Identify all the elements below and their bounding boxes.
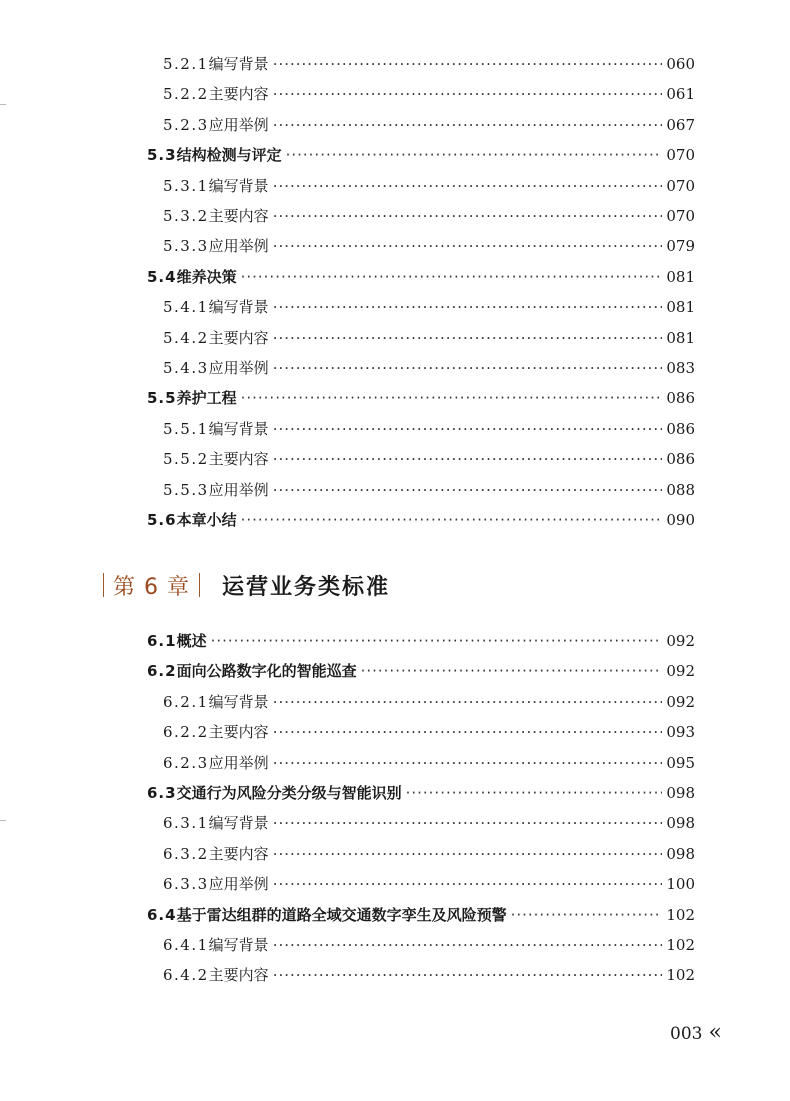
toc-entry[interactable] (163, 326, 695, 350)
toc-entry-title: 编写背景 (208, 936, 269, 954)
toc-entry[interactable] (147, 629, 695, 653)
toc-leader-dots (273, 356, 663, 380)
toc-entry-number: 5.5.3 (163, 480, 209, 499)
toc-entry[interactable] (163, 174, 695, 198)
toc-entry-title: 结构检测与评定 (176, 146, 282, 165)
toc-entry[interactable] (163, 417, 695, 441)
toc-entry[interactable] (163, 356, 695, 380)
toc-entry-title: 交通行为风险分类分级与智能识别 (176, 784, 402, 802)
toc-entry-number: 6.4.2 (163, 966, 209, 985)
toc-entry-number: 6.1 (147, 632, 177, 650)
margin-mark (0, 820, 6, 821)
toc-entry-title: 应用举例 (208, 480, 269, 499)
toc-entry-title: 应用举例 (208, 875, 269, 894)
toc-entry[interactable] (163, 933, 695, 957)
toc-leader-dots (273, 811, 663, 835)
toc-entry[interactable] (147, 265, 695, 289)
toc-entry-page: 088 (666, 480, 695, 499)
toc-entry[interactable] (163, 204, 695, 228)
toc-leader-dots (273, 234, 663, 258)
toc-entry-number: 6.2.1 (163, 692, 209, 711)
toc-entry-page: 061 (666, 85, 695, 104)
toc-entry-page: 081 (666, 267, 695, 286)
toc-entry-page: 070 (666, 207, 695, 225)
toc-leader-dots (406, 781, 663, 805)
toc-entry[interactable] (147, 508, 695, 532)
toc-leader-dots (286, 143, 663, 167)
toc-entry[interactable] (163, 478, 695, 502)
toc-entry-page: 086 (666, 419, 695, 438)
toc-entry-number: 6.3 (147, 784, 177, 802)
chapter-heading (103, 568, 390, 602)
toc-entry[interactable] (163, 720, 695, 744)
toc-entry-title: 编写背景 (208, 55, 269, 73)
toc-leader-dots (273, 963, 663, 987)
toc-entry-number: 5.3.3 (163, 237, 209, 256)
toc-entry-page: 098 (666, 784, 695, 802)
toc-leader-dots (361, 659, 663, 683)
toc-leader-dots (273, 174, 663, 198)
toc-leader-dots (273, 326, 663, 350)
toc-entry-page: 092 (666, 632, 695, 650)
toc-entry-page: 093 (666, 723, 695, 742)
toc-entry-page: 067 (666, 115, 695, 134)
toc-leader-dots (511, 903, 663, 927)
toc-entry-title: 养护工程 (176, 389, 237, 408)
toc-leader-dots (273, 82, 663, 106)
toc-entry-number: 5.4 (147, 267, 177, 286)
toc-entry[interactable] (163, 52, 695, 76)
toc-entry[interactable] (147, 386, 695, 410)
toc-entry-page: 102 (666, 905, 695, 924)
toc-entry-number: 5.4.3 (163, 359, 209, 377)
toc-entry-page: 090 (666, 511, 695, 529)
toc-entry-number: 5.5.1 (163, 419, 209, 438)
toc-entry-page: 095 (666, 753, 695, 772)
toc-entry-page: 070 (666, 146, 695, 165)
toc-entry-number: 6.4 (147, 905, 177, 924)
toc-entry-page: 081 (666, 298, 695, 317)
toc-entry-title: 主要内容 (208, 844, 269, 863)
toc-entry-number: 5.3.2 (163, 207, 209, 225)
toc-entry-number: 5.3 (147, 146, 177, 165)
toc-entry-number: 6.2 (147, 662, 177, 681)
toc-entry-page: 083 (666, 359, 695, 377)
toc-entry-number: 5.6 (147, 511, 177, 529)
toc-entry-page: 098 (666, 844, 695, 863)
chapter-label: 第 6 章 (113, 574, 190, 600)
toc-entry-title: 编写背景 (208, 814, 269, 833)
toc-entry[interactable] (163, 811, 695, 835)
toc-leader-dots (273, 417, 663, 441)
toc-entry-page: 098 (666, 814, 695, 833)
toc-leader-dots (211, 629, 663, 653)
toc-leader-dots (273, 872, 663, 896)
toc-leader-dots (273, 447, 663, 471)
toc-entry[interactable] (147, 143, 695, 167)
toc-entry-title: 概述 (176, 632, 207, 650)
toc-entry-number: 6.3.2 (163, 844, 209, 863)
toc-leader-dots (273, 204, 663, 228)
toc-entry-number: 5.5 (147, 389, 177, 408)
toc-entry[interactable] (147, 659, 695, 683)
toc-entry-title: 主要内容 (208, 723, 269, 742)
toc-entry-title: 主要内容 (208, 328, 269, 347)
toc-entry-page: 079 (666, 237, 695, 256)
toc-entry-title: 主要内容 (208, 207, 269, 225)
toc-entry-title: 编写背景 (208, 176, 269, 195)
toc-leader-dots (273, 842, 663, 866)
toc-entry-title: 编写背景 (208, 692, 269, 711)
toc-entry-title: 编写背景 (208, 419, 269, 438)
toc-entry[interactable] (163, 751, 695, 775)
toc-entry[interactable] (163, 113, 695, 137)
toc-leader-dots (273, 52, 663, 76)
toc-entry[interactable] (163, 963, 695, 987)
toc-entry-page: 070 (666, 176, 695, 195)
toc-entry-number: 6.2.3 (163, 753, 209, 772)
toc-entry-page: 092 (666, 662, 695, 681)
toc-entry-page: 100 (666, 875, 695, 894)
toc-entry-number: 5.2.2 (163, 85, 209, 104)
toc-entry[interactable] (163, 234, 695, 258)
toc-entry-page: 086 (666, 450, 695, 469)
toc-leader-dots (273, 690, 663, 714)
toc-leader-dots (273, 113, 663, 137)
toc-entry-title: 应用举例 (208, 115, 269, 134)
toc-entry-number: 6.3.3 (163, 875, 209, 894)
page-arrow-icon: « (708, 1020, 722, 1045)
toc-entry-number: 6.3.1 (163, 814, 209, 833)
toc-entry[interactable] (147, 903, 695, 927)
toc-entry-page: 092 (666, 692, 695, 711)
toc-entry-number: 6.2.2 (163, 723, 209, 742)
toc-entry-page: 102 (666, 936, 695, 954)
toc-leader-dots (241, 508, 663, 532)
toc-entry-title: 本章小结 (176, 511, 237, 529)
toc-entry-title: 面向公路数字化的智能巡查 (176, 662, 357, 681)
page-number: 003 (670, 1024, 703, 1044)
toc-entry-number: 5.2.3 (163, 115, 209, 134)
toc-leader-dots (241, 265, 663, 289)
toc-entry[interactable] (163, 842, 695, 866)
toc-leader-dots (273, 720, 663, 744)
toc-entry[interactable] (163, 82, 695, 106)
toc-entry-title: 应用举例 (208, 359, 269, 377)
toc-entry-number: 5.3.1 (163, 176, 209, 195)
toc-entry-number: 5.5.2 (163, 450, 209, 469)
toc-entry-title: 主要内容 (208, 966, 269, 985)
toc-leader-dots (273, 295, 663, 319)
toc-entry-page: 060 (666, 55, 695, 73)
toc-entry[interactable] (163, 690, 695, 714)
toc-entry-title: 主要内容 (208, 450, 269, 469)
toc-entry[interactable] (163, 295, 695, 319)
toc-entry-number: 5.4.2 (163, 328, 209, 347)
chapter-title: 运营业务类标准 (221, 573, 390, 600)
margin-mark (0, 104, 6, 105)
toc-leader-dots (273, 751, 663, 775)
chapter-bar-right (199, 573, 200, 597)
toc-entry-title: 维养决策 (176, 267, 237, 286)
toc-leader-dots (273, 933, 663, 957)
toc-entry-number: 6.4.1 (163, 936, 209, 954)
toc-entry[interactable] (147, 781, 695, 805)
toc-entry-title: 基于雷达组群的道路全域交通数字孪生及风险预警 (176, 905, 507, 924)
toc-entry-number: 5.2.1 (163, 55, 209, 73)
page-footer (670, 1020, 722, 1045)
toc-entry-number: 5.4.1 (163, 298, 209, 317)
toc-entry-title: 主要内容 (208, 85, 269, 104)
toc-entry[interactable] (163, 872, 695, 896)
toc-entry-title: 应用举例 (208, 237, 269, 256)
toc-entry-page: 102 (666, 966, 695, 985)
toc-leader-dots (273, 478, 663, 502)
toc-entry-page: 081 (666, 328, 695, 347)
toc-entry-title: 编写背景 (208, 298, 269, 317)
toc-entry-page: 086 (666, 389, 695, 408)
toc-entry-title: 应用举例 (208, 753, 269, 772)
toc-entry[interactable] (163, 447, 695, 471)
toc-leader-dots (241, 386, 663, 410)
